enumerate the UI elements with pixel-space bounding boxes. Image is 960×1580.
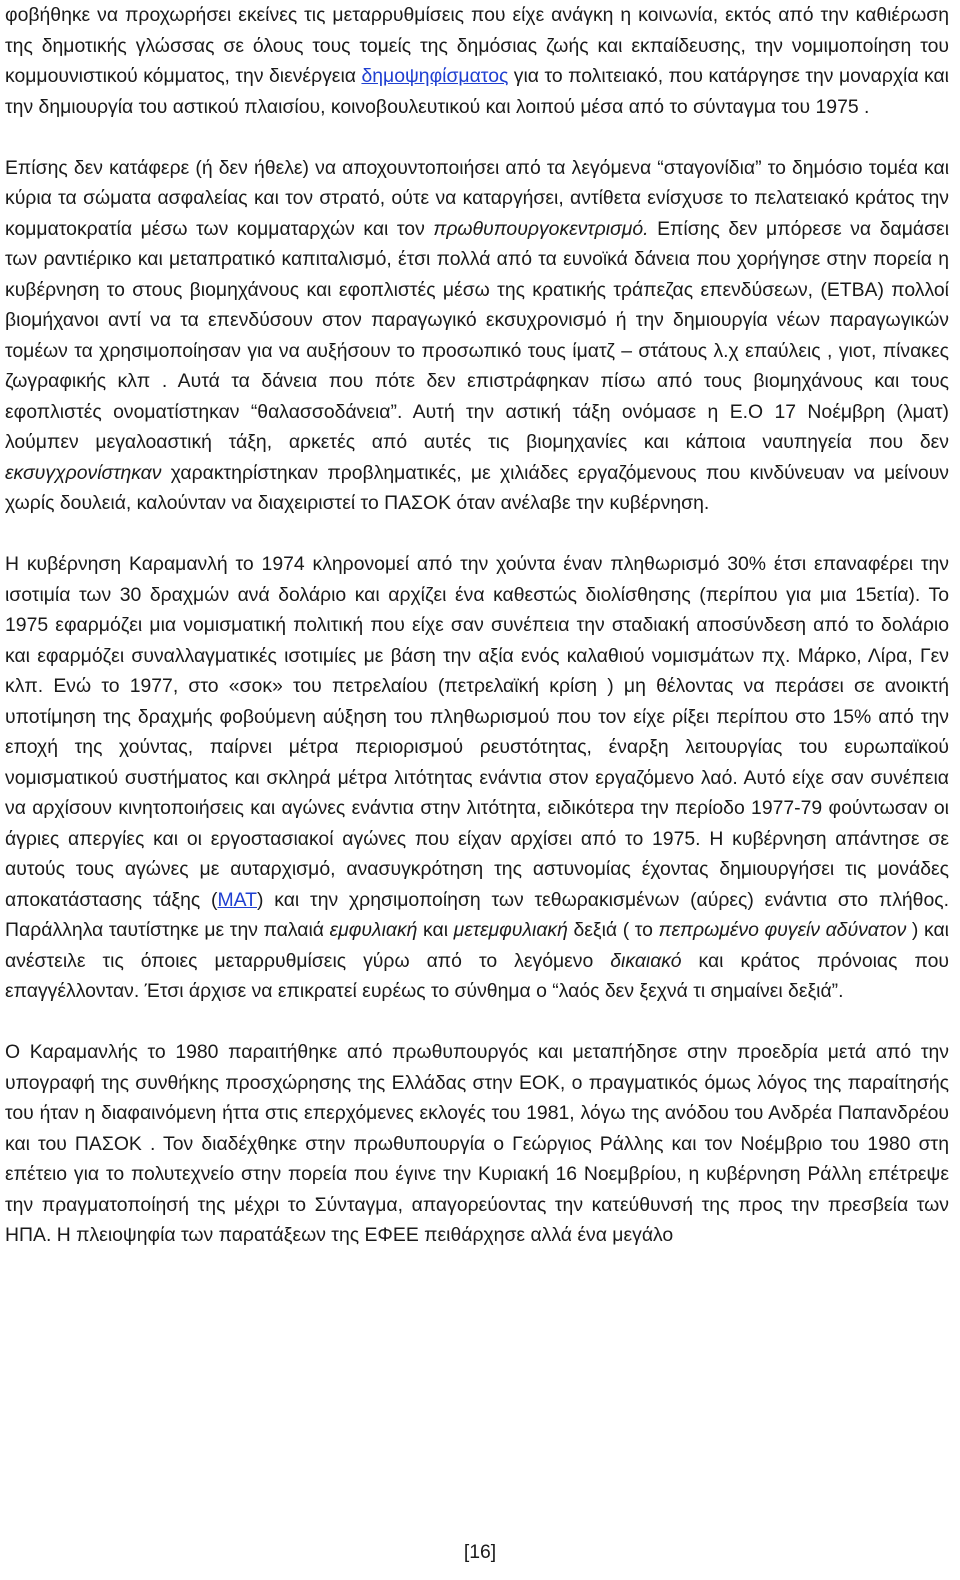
paragraph-4-text-1: Ο Καραμανλής το 1980 παραιτήθηκε από πρωθυπουργός και μεταπήδησε στην προεδρία μετά από την υπογραφή της συνθήκης προσχώρησης της Ελλάδας στην ΕΟΚ, ο πραγματικός όμως λόγος της παραίτησής του ήταν η διαφαινόμενη ήττα στις επερχόμενες εκλογές του 1981, λόγω της ανόδου του Ανδρέα Παπανδρέου και του ΠΑΣΟΚ . Τον διαδέχθηκε στην πρωθυπουργία ο Γεώργιος Ράλλης και τον Νοέμβριο του 1980 στη επέτειο για το πολυτεχνείο στην πορεία που έγινε την Κυριακή 16 Νοεμβρίου, η κυβέρνηση Ράλλη επέτρεψε την πραγματοποίησή της μέχρι το Σύνταγμα, απαγορεύοντας την κατεύθυνσή της προς την πρεσβεία των ΗΠΑ. Η πλειοψηφία των παρατάξεων της ΕΦΕΕ πειθάρχησε αλλά ένα μεγάλο (5, 1041, 949, 1246)
paragraph-gap (5, 519, 949, 550)
mat-link[interactable]: ΜΑΤ (217, 888, 257, 911)
paragraph-3-text-4: δεξιά ( το (567, 919, 659, 941)
paragraph-gap (5, 1007, 949, 1038)
paragraph-3-italic-2: μετεμφυλιακή (453, 919, 568, 941)
document-page (5, 0, 949, 1251)
page-number: [16] (463, 1541, 497, 1563)
paragraph-3-italic-3: πεπρωμένο φυγείν αδύνατον (658, 919, 907, 941)
paragraph-3 (5, 549, 949, 1007)
paragraph-2-italic-1: πρωθυπουργοκεντρισμό. (433, 217, 649, 240)
paragraph-2-text-1: Επίσης δεν κατάφερε (ή δεν ήθελε) να αποχουντοποιήσει από τα λεγόμενα “σταγονίδια” το δημόσιο τομέα και κύρια τα σώματα ασφαλείας και τον στρατό, ούτε να καταργήσει, αντίθετα ενίσχυσε το πελατειακό κράτος την κομματοκρατία μέσω των κομματαρχών και τον (5, 156, 949, 240)
paragraph-3-text-1: Η κυβέρνηση Καραμανλή το 1974 κληρονομεί από την χούντα έναν πληθωρισμό 30% έτσι επαναφέρει την ισοτιμία των 30 δραχμών ανά δολάριο και αρχίζει ένα καθεστώς διολίσθησης (περίπου για μια 15ετία). Το 1975 εφαρμόζει μια νομισματική πολιτική που είχε σαν συνέπεια την σταδιακή αποσύνδεση από το δολάριο και εφαρμόζει συναλλαγματικές ισοτιμίες με βάση την αξία ενός καλαθιού νομισμάτων πχ. Μάρκο, Λίρα, Γεν κλπ. Ενώ το 1977, στο «σοκ» του πετρελαίου (πετρελαϊκή κρίση ) μη θέλοντας να περάσει σε ανοικτή υποτίμηση της δραχμής φοβούμενη αύξηση του πληθωρισμού που τον είχε ρίξει περίπου στο 15% από την εποχή της χούντας, παίρνει μέτρα περιορισμού ρευστότητας, έναρξη λειτουργίας του ευρωπαϊκού νομισματικού συστήματος και σκληρά μέτρα λιτότητας ενάντια στον εργαζόμενο λαό. Αυτό είχε σαν συνέπεια να αρχίσουν κινητοποιήσεις και αγώνες ενάντια στην λιτότητα, ειδικότερα την περίοδο 1977-79 φούντωσαν οι άγριες απεργίες και οι εργοστασιακοί αγώνες που είχαν αρχίσει από το 1975. Η κυβέρνηση απάντησε σε αυτούς τους αγώνες με αυταρχισμό, ανασυγκρότηση της αστυνομίας έχοντας δημιουργήσει τις μονάδες αποκατάστασης τάξης ( (5, 553, 949, 911)
paragraph-2-text-2: Επίσης δεν μπόρεσε να δαμάσει των ραντιέρικο και μεταπρατικό καπιταλισμό, έτσι πολλά από τα ευνοϊκά δάνεια που χορήγησε στην πορεία η κυβέρνηση το στους βιομηχάνους και εφοπλιστές μέσω της κρατικής τράπεζας επενδύσεων, (ΕΤΒΑ) πολλοί βιομήχανοι αντί να τα επενδύσουν στον παραγωγικό εκσυχρονισμό ή την δημιουργία νέων παραγωγικών τομέων τα χρησιμοποίησαν για να αυξήσουν το προσωπικό τους ίματζ – στάτους λ.χ επαύλεις , γιοτ, πίνακες ζωγραφικής κλπ . Αυτά τα δάνεια που πότε δεν επιστράφηκαν πίσω από τους βιομηχάνους και τους εφοπλιστές ονοματίστηκαν “θαλασσοδάνεια”. Αυτή την αστική τάξη ονόμασε η Ε.Ο 17 Νοέμβρη (λματ) λούμπεν μεγαλοαστική τάξη, αρκετές από αυτές τις βιομηχανίες και κάποια ναυπηγεία που δεν (5, 217, 949, 453)
paragraph-3-text-5: ) και ανέστειλε τις όποιες μεταρρυθμίσεις γύρω από το λεγόμενο (5, 919, 949, 972)
paragraph-2-italic-2: εκσυγχρονίστηκαν (5, 461, 162, 484)
paragraph-3-italic-4: δικαιακό (610, 949, 682, 972)
paragraph-3-text-3: και (417, 919, 454, 941)
paragraph-2 (5, 153, 949, 519)
paragraph-2-text-3: χαρακτηρίστηκαν προβληματικές, με χιλιάδες εργαζόμενους που κινδύνευαν να μείνουν χωρίς δουλειά, καλούνταν να διαχειριστεί το ΠΑΣΟΚ όταν ανέλαβε την κυβέρνηση. (5, 461, 949, 514)
referendum-link[interactable]: δημοψηφίσματος (361, 65, 509, 87)
paragraph-gap (5, 122, 949, 153)
paragraph-1-text-2: για το πολιτειακό, που κατάργησε την μοναρχία και την δημιουργία του αστικού πλαισίου, κοινοβουλευτικού και λοιπού μέσα από το σύνταγμα του 1975 . (5, 65, 949, 118)
paragraph-3-text-2: ) και την χρησιμοποίηση των τεθωρακισμένων (αύρες) ενάντια στο πλήθος. Παράλληλα ταυτίστηκε με την παλαιά (5, 888, 949, 941)
paragraph-4 (5, 1037, 949, 1251)
paragraph-3-text-6: και κράτος πρόνοιας που επαγγέλλονταν. Έτσι άρχισε να επικρατεί ευρέως το σύνθημα ο “λαός δεν ξεχνά τι σημαίνει δεξιά”. (5, 949, 949, 1002)
paragraph-3-italic-1: εμφυλιακή (329, 919, 418, 941)
paragraph-1-text-1: φοβήθηκε να προχωρήσει εκείνες τις μεταρρυθμίσεις που είχε ανάγκη η κοινωνία, εκτός από την καθιέρωση της δημοτικής γλώσσας σε όλους τους τομείς της δημόσιας ζωής και εκπαίδευσης, την νομιμοποίηση του κομμουνιστικού κόμματος, την διενέργεια (5, 4, 949, 87)
paragraph-1 (5, 0, 949, 122)
